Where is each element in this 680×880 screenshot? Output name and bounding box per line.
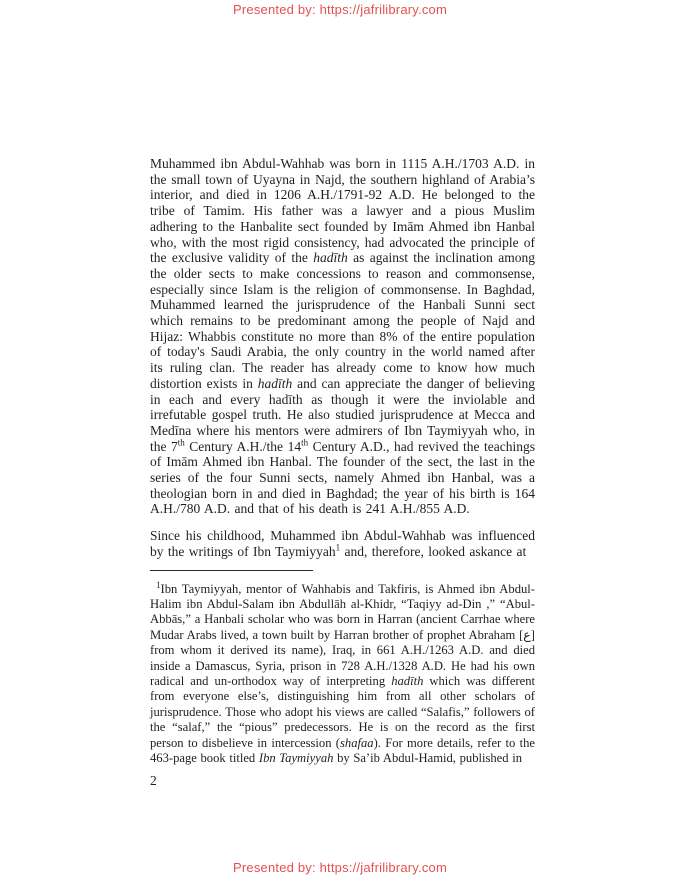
paragraph-2: Since his childhood, Muhammed ibn Abdul-Wahhab was influenced by the writings of Ibn Taymiyyah$^1$ and, therefore, looked askance at bbox=[150, 528, 535, 559]
page-number: 2 bbox=[150, 773, 157, 789]
paragraph-1: Muhammed ibn Abdul-Wahhab was born in 1115 A.H./1703 A.D. in the small town of Uyayna in Najd, the southern highland of Arabia’s interior, and died in 1206 A.H./1791-92 A.D. He belonged to the tribe of Tamim. His father was a lawyer and a pious Muslim adhering to the Hanbalite sect founded by Imām Ahmed ibn Hanbal who, with the most rigid consistency, had advocated the principle of the exclusive validity of the hadīth as against the inclination among the older sects to make concessions to reason and commonsense, especially since Islam is the religion of commonsense. In Baghdad, Muhammed learned the jurisprudence of the Hanbali Sunni sect which remains to be predominant among the people of Najd and Hijaz: Whabbis constitute no more than 8% of the entire population of today's Saudi Arabia, the only country in the world named after its ruling clan. The reader has already come to know how much distortion exists in hadīth and can appreciate the danger of believing in each and every hadīth as though it were the inviolable and irrefutable gospel truth. He also studied jurisprudence at Mecca and Medīna where his mentors were admirers of Ibn Taymiyyah who, in the 7th Century A.H./the 14th Century A.D., had revived the teachings of Imām Ahmed ibn Hanbal. The founder of the sect, the last in the series of the four Sunni sects, namely Ahmed ibn Hanbal, was a theologian born in and died in Baghdad; the year of his birth is 164 A.H./780 A.D. and that of his death is 241 A.H./855 A.D. bbox=[150, 156, 535, 517]
footnote-separator bbox=[150, 570, 313, 571]
footer-watermark: Presented by: https://jafrilibrary.com bbox=[233, 860, 447, 875]
header-watermark: Presented by: https://jafrilibrary.com bbox=[233, 2, 447, 17]
footnote-text: $^1$Ibn Taymiyyah, mentor of Wahhabis and Takfiris, is Ahmed ibn Abdul-Halim ibn Abdul-Salam ibn Abdullāh al-Khidr, “Taqiyy ad-Din ,” “Abul-Abbās,” a Hanbali scholar who was born in Harran (ancient Carrhae where Mudar Arabs lived, a town built by Harran brother of prophet Abraham [ع] from whom it derived its name), Iraq, in 661 A.H./1263 A.D. and died inside a Damascus, Syria, prison in 728 A.H./1328 A.D. He had his own radical and un-orthodox way of interpreting hadīth which was different from everyone else’s, distinguishing him from all other scholars of jurisprudence. Those who adopt his views are called “Salafis,” followers of the “salaf,” the “pious” predecessors. He is on the record as the first person to disbelieve in intercession (shafaa). For more details, refer to the 463-page book titled Ibn Taymiyyah by Sa’ib Abdul-Hamid, published in bbox=[150, 579, 535, 766]
page-body bbox=[150, 156, 535, 789]
